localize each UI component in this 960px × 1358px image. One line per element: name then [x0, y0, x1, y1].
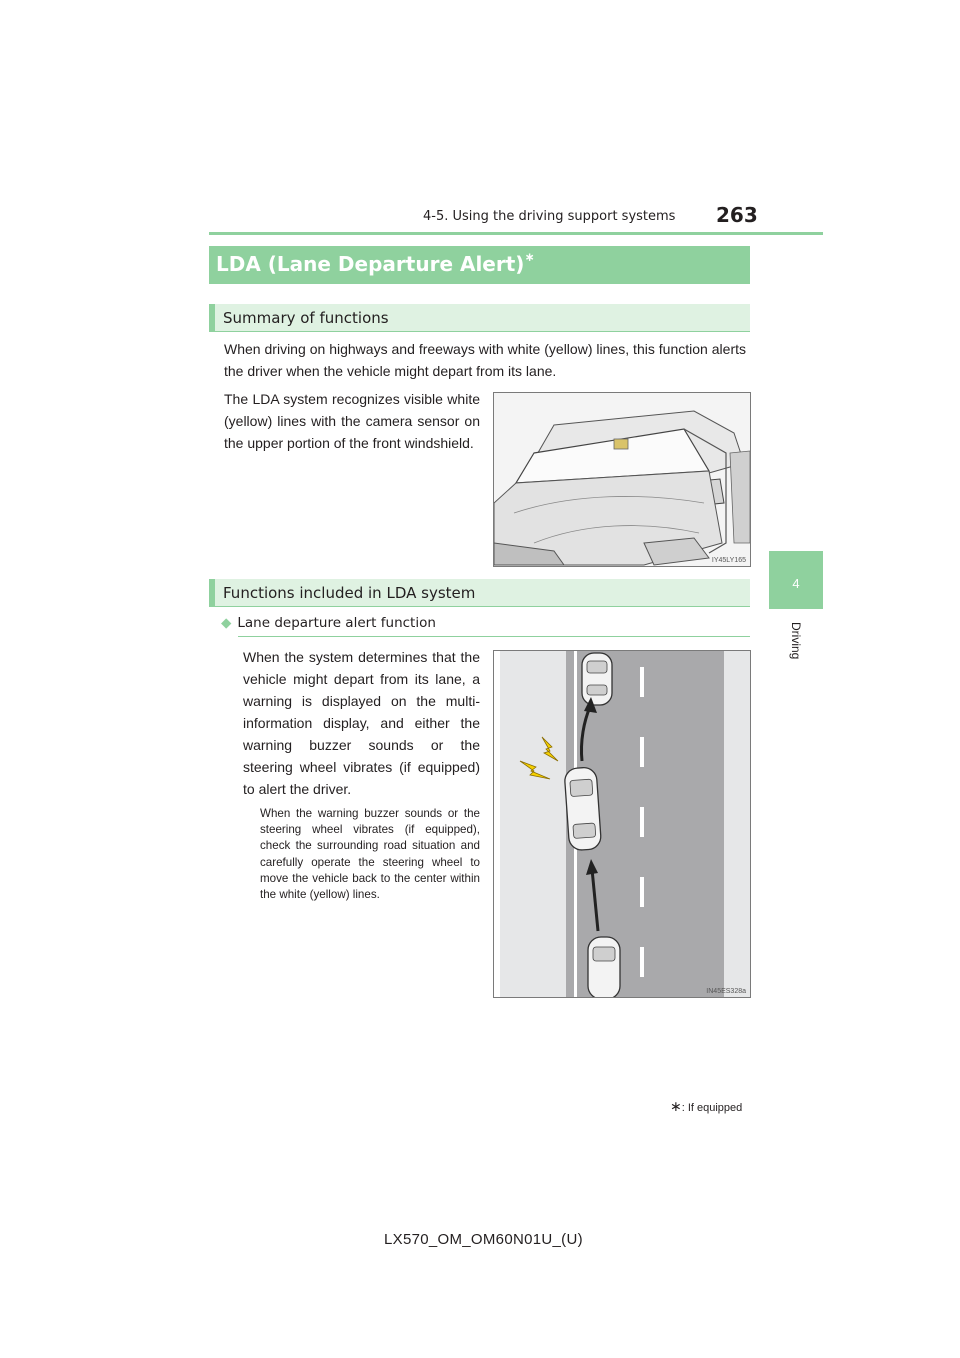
- page-number: 263: [716, 203, 758, 227]
- lane-departure-note: When the warning buzzer sounds or the steering wheel vibrates (if equipped), check the surrounding road situation and carefully operate the steering wheel to move the vehicle back to the center within the white (yellow) lines.: [260, 807, 480, 902]
- bullet-rule: [238, 636, 750, 637]
- camera-description: The LDA system recognizes visible white (yellow) lines with the camera sensor on the upper portion of the front windshield.: [224, 391, 480, 451]
- lane-diagram: [494, 651, 750, 997]
- summary-intro: When driving on highways and freeways with white (yellow) lines, this function alerts the driver when the vehicle might depart from its lane.: [224, 341, 746, 379]
- summary-heading: Summary of functions: [223, 309, 389, 327]
- functions-heading-rule: [209, 606, 750, 607]
- summary-heading-rule: [209, 331, 750, 332]
- lane-departure-figure: [493, 650, 751, 998]
- vehicle-illustration: [494, 393, 750, 566]
- camera-sensor-icon: [614, 439, 628, 449]
- footnote-mark: ∗: [670, 1098, 682, 1114]
- functions-heading: Functions included in LDA system: [223, 584, 476, 602]
- car-icon: [582, 653, 612, 705]
- bullet-title: ◆ Lane departure alert function: [221, 615, 436, 631]
- page-title: LDA (Lane Departure Alert)∗: [216, 250, 535, 276]
- header-section-title: 4-5. Using the driving support systems: [423, 209, 676, 224]
- title-footnote-mark: ∗: [524, 250, 535, 265]
- car-icon: [564, 767, 602, 851]
- figure-code: IN45ES328a: [706, 988, 746, 995]
- footer-code: LX570_OM_OM60N01U_(U): [384, 1231, 583, 1248]
- summary-heading-edge: [209, 304, 215, 332]
- footnote: ∗: If equipped: [670, 1098, 743, 1114]
- chapter-tab-number: 4: [792, 576, 800, 591]
- figure-code: IY45LY165: [711, 557, 746, 564]
- car-icon: [588, 937, 620, 997]
- camera-location-figure: [493, 392, 751, 567]
- chapter-tab-label: Driving: [789, 622, 803, 660]
- diamond-bullet-icon: ◆: [221, 615, 232, 631]
- header-rule: [209, 232, 823, 235]
- lane-departure-body: When the system determines that the vehicle might depart from its lane, a warning is displayed on the multi-information display, and either the warning buzzer sounds or the steering wheel vibrates (if equipped) to alert the driver.: [243, 649, 480, 797]
- functions-heading-edge: [209, 579, 215, 607]
